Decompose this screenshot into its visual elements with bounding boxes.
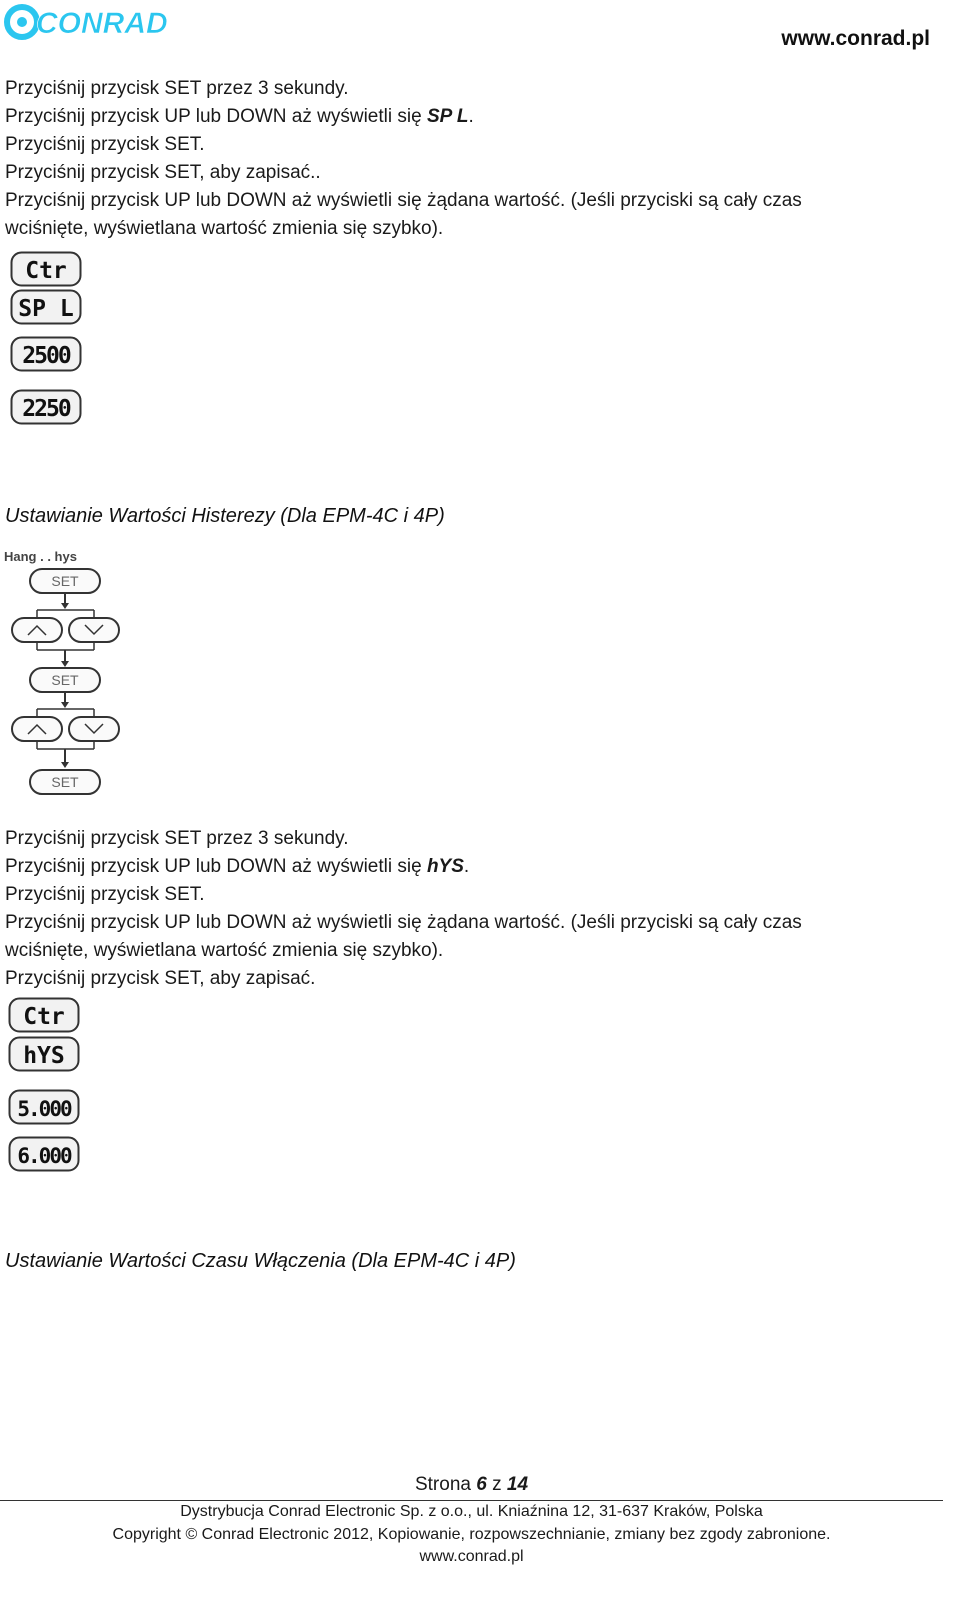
lcd-value: 5.000 (17, 1097, 71, 1121)
chevron-up-icon (12, 618, 62, 642)
footer-url[interactable]: www.conrad.pl (419, 1548, 524, 1565)
footer-address: Dystrybucja Conrad Electronic Sp. z o.o., ul. Kniaźnina 12, 31-637 Kraków, Polska (180, 1503, 763, 1520)
lcd-value: Ctr (23, 1004, 65, 1030)
set-label: SET (51, 573, 79, 589)
set-button-diagram (30, 569, 100, 593)
instruction-line: Przyciśnij przycisk SET. (5, 884, 205, 905)
lcd-display (8, 1089, 80, 1125)
lcd-display (10, 389, 82, 425)
site-url[interactable]: www.conrad.pl (781, 27, 930, 50)
instruction-line: wciśnięte, wyświetlana wartość zmienia się szybko). (5, 218, 444, 239)
set-label: SET (51, 774, 79, 790)
lcd-value: 2500 (22, 343, 70, 369)
set-label: SET (51, 672, 79, 688)
footer-divider (0, 1500, 943, 1501)
logo-text: CONRAD (36, 7, 168, 40)
instruction-line: Przyciśnij przycisk UP lub DOWN aż wyświetli się żądana wartość. (Jeśli przyciski są cały czas (5, 190, 802, 211)
lcd-display (8, 997, 80, 1033)
conrad-logo (4, 2, 168, 42)
lcd-value: hYS (23, 1043, 65, 1069)
chevron-down-icon (69, 717, 119, 741)
instruction-line: Przyciśnij przycisk UP lub DOWN aż wyświetli się SP L. (5, 106, 474, 127)
instruction-line: Przyciśnij przycisk SET, aby zapisać.. (5, 162, 321, 183)
lcd-value: 2250 (22, 396, 70, 422)
lcd-value: 6.000 (17, 1144, 71, 1168)
instruction-line: Przyciśnij przycisk UP lub DOWN aż wyświetli się żądana wartość. (Jeśli przyciski są cały czas (5, 912, 802, 933)
set-button-diagram (30, 770, 100, 794)
lcd-display (10, 251, 82, 287)
flow-partial-header: Hang . . hys (4, 549, 77, 564)
lcd-value: SP L (18, 296, 74, 322)
footer-copyright: Copyright © Conrad Electronic 2012, Kopiowanie, rozpowszechnianie, zmiany bez zgody zabronione. (112, 1526, 831, 1543)
lcd-display (8, 1036, 80, 1072)
instruction-line: Przyciśnij przycisk SET przez 3 sekundy. (5, 78, 349, 99)
instruction-line: wciśnięte, wyświetlana wartość zmienia się szybko). (5, 940, 444, 961)
section-heading: Ustawianie Wartości Czasu Włączenia (Dla EPM-4C i 4P) (5, 1250, 516, 1272)
instruction-line: Przyciśnij przycisk SET, aby zapisać. (5, 968, 316, 989)
section1-paragraph (5, 75, 802, 243)
instruction-line: Przyciśnij przycisk SET przez 3 sekundy. (5, 828, 349, 849)
lcd-display (10, 336, 82, 372)
lcd-display (10, 289, 82, 325)
set-button-diagram (30, 668, 100, 692)
chevron-up-icon (12, 717, 62, 741)
lcd-display (8, 1136, 80, 1172)
section2-paragraph (5, 825, 802, 993)
section-heading: Ustawianie Wartości Histerezy (Dla EPM-4C i 4P) (5, 505, 445, 527)
page-number: Strona 6 z 14 (414, 1474, 529, 1495)
instruction-line: Przyciśnij przycisk UP lub DOWN aż wyświetli się hYS. (5, 856, 470, 877)
button-flow-diagram (4, 549, 128, 800)
instruction-line: Przyciśnij przycisk SET. (5, 134, 205, 155)
conrad-logo-graphic (4, 2, 168, 42)
lcd-value: Ctr (25, 258, 67, 284)
chevron-down-icon (69, 618, 119, 642)
